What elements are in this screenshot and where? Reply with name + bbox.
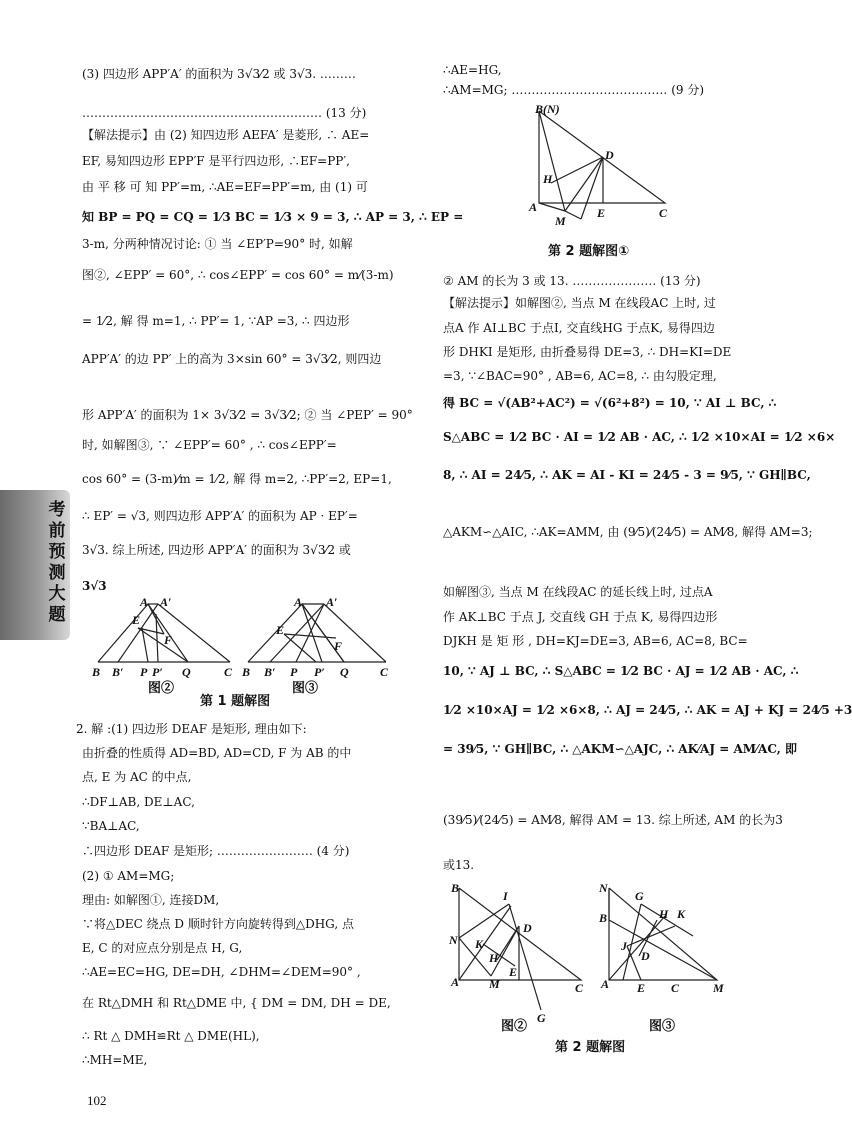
point-label: E: [637, 981, 646, 995]
text-line: 3-m, 分两种情况讨论: ① 当 ∠EP′P=90° 时, 如解: [82, 237, 353, 251]
text-line: 10, ∵ AJ ⊥ BC, ∴ S△ABC = 1⁄2 BC · AJ = 1⁄2 AB · AC, ∴: [443, 664, 799, 678]
point-label: C: [380, 665, 389, 679]
text-line: ② AM 的长为 3 或 13. ………………… (13 分): [443, 274, 701, 288]
text-line: ∵BA⊥AC,: [82, 819, 140, 833]
text-line: ∴ EP′ = √3, 则四边形 APP′A′ 的面积为 AP · EP′=: [82, 509, 358, 523]
text-line: ∴ Rt △ DMH≌Rt △ DME(HL),: [82, 1029, 260, 1043]
point-label: A: [294, 595, 303, 609]
text-line: 3√3: [82, 579, 107, 593]
point-label: C: [671, 981, 680, 995]
point-label: H: [489, 951, 499, 965]
figure-label: 图③: [649, 1018, 676, 1033]
text-line: EF, 易知四边形 EPP′F 是平行四边形, ∴EF=PP′,: [82, 154, 350, 168]
point-label: H: [543, 172, 553, 186]
text-line: 点, E 为 AC 的中点,: [82, 770, 192, 784]
point-label: A: [140, 595, 149, 609]
text-line: ∵将△DEC 绕点 D 顺时针方向旋转得到△DHG, 点: [82, 917, 354, 931]
point-label: B′: [112, 665, 124, 679]
point-label: A: [601, 977, 610, 991]
text-line: APP′A′ 的边 PP′ 上的高为 3×sin 60° = 3√3⁄2, 则四边: [82, 352, 382, 366]
point-label: B: [599, 911, 608, 925]
point-label: P′: [152, 665, 163, 679]
point-label: C: [224, 665, 233, 679]
point-label: H: [659, 907, 669, 921]
point-label: D: [523, 921, 532, 935]
point-label: M: [713, 981, 724, 995]
text-line: 形 APP′A′ 的面积为 1× 3√3⁄2 = 3√3⁄2; ② 当 ∠PEP′ = 90°: [82, 408, 413, 422]
point-label: B: [92, 665, 101, 679]
point-label: Q: [340, 665, 349, 679]
text-line: 由 平 移 可 知 PP′=m, ∴AE=EF=PP′=m, 由 (1) 可: [82, 180, 368, 194]
figure-2-1: [525, 103, 675, 228]
text-line: 3√3. 综上所述, 四边形 APP′A′ 的面积为 3√3⁄2 或: [82, 543, 351, 557]
text-line: ∴AE=EC=HG, DE=DH, ∠DHM=∠DEM=90° ,: [82, 965, 361, 979]
point-label: P′: [314, 665, 325, 679]
point-label: F: [334, 639, 343, 653]
figure-2-2-3: [445, 880, 765, 1040]
text-line: 图②, ∠EPP′ = 60°, ∴ cos∠EPP′ = cos 60° = m⁄(3-m): [82, 268, 394, 282]
text-line: ∴DF⊥AB, DE⊥AC,: [82, 795, 195, 809]
text-line: 或13.: [443, 858, 475, 872]
text-line: 【解法提示】如解图②, 当点 M 在线段AC 上时, 过: [443, 296, 716, 310]
text-line: 形 DHKI 是矩形, 由折叠易得 DE=3, ∴ DH=KI=DE: [443, 345, 732, 359]
page-number: 102: [87, 1093, 107, 1108]
text-line: 2. 解 :(1) 四边形 DEAF 是矩形, 理由如下:: [76, 722, 307, 736]
text-line: =3, ∵∠BAC=90° , AB=6, AC=8, ∴ 由勾股定理,: [443, 369, 717, 383]
point-label: N: [449, 933, 458, 947]
point-label: P: [140, 665, 148, 679]
text-line: …………………………………………………… (13 分): [82, 106, 367, 120]
text-line: 时, 如解图③, ∵ ∠EPP′= 60° , ∴ cos∠EPP′=: [82, 438, 337, 452]
text-line: 知 BP = PQ = CQ = 1⁄3 BC = 1⁄3 × 9 = 3, ∴ AP = 3, ∴ EP =: [82, 210, 464, 224]
text-line: 得 BC = √(AB²+AC²) = √(6²+8²) = 10, ∵ AI ⊥ BC, ∴: [443, 396, 777, 410]
text-line: 理由: 如解图①, 连接DM,: [82, 893, 220, 907]
point-label: Q: [182, 665, 191, 679]
text-line: 作 AK⊥BC 于点 J, 交直线 GH 于点 K, 易得四边形: [443, 610, 718, 624]
point-label: B′: [264, 665, 276, 679]
point-label: A: [529, 200, 538, 214]
text-line: (2) ① AM=MG;: [82, 869, 175, 883]
point-label: B: [451, 881, 460, 895]
point-label: G: [635, 889, 644, 903]
point-label: D: [605, 148, 614, 162]
side-tab-label: 考 前 预 测 大 题: [48, 500, 66, 625]
point-label: A′: [326, 595, 338, 609]
point-label: E: [597, 206, 606, 220]
point-label: J: [621, 939, 627, 953]
figure-label: 图②: [501, 1018, 528, 1033]
figure-caption: 第 2 题解图①: [548, 244, 630, 259]
point-label: C: [659, 206, 668, 220]
text-line: 【解法提示】由 (2) 知四边形 AEFA′ 是菱形, ∴ AE=: [82, 128, 370, 142]
text-line: E, C 的对应点分别是点 H, G,: [82, 941, 243, 955]
text-line: (39⁄5)⁄(24⁄5) = AM⁄8, 解得 AM = 13. 综上所述, AM 的长为3: [443, 813, 783, 827]
point-label: D: [641, 949, 650, 963]
point-label: E: [276, 623, 285, 637]
text-line: △AKM∽△AIC, ∴AK=AMM, 由 (9⁄5)⁄(24⁄5) = AM⁄8, 解得 AM=3;: [443, 525, 813, 539]
text-line: ∴MH=ME,: [82, 1053, 148, 1067]
point-label: A: [451, 975, 460, 989]
point-label: K: [475, 937, 484, 951]
text-line: 点A 作 AI⊥BC 于点I, 交直线HG 于点K, 易得四边: [443, 321, 715, 335]
point-label: E: [509, 965, 518, 979]
text-line: (3) 四边形 APP′A′ 的面积为 3√3⁄2 或 3√3. ………: [82, 67, 356, 81]
point-label: K: [677, 907, 686, 921]
text-line: DJKH 是 矩 形 , DH=KJ=DE=3, AB=6, AC=8, BC=: [443, 634, 748, 648]
point-label: F: [164, 633, 173, 647]
point-label: C: [575, 981, 584, 995]
text-line: ∴AM=MG; ………………………………… (9 分): [443, 83, 705, 97]
point-label: N: [599, 881, 608, 895]
figure-label: 图②: [148, 680, 175, 695]
text-line: ∴四边形 DEAF 是矩形; …………………… (4 分): [82, 844, 350, 858]
point-label: G: [537, 1011, 546, 1025]
text-line: 由折叠的性质得 AD=BD, AD=CD, F 为 AB 的中: [82, 746, 352, 760]
figure-label: 图③: [292, 680, 319, 695]
text-line: S△ABC = 1⁄2 BC · AI = 1⁄2 AB · AC, ∴ 1⁄2 ×10×AI = 1⁄2 ×6×: [443, 430, 836, 444]
text-line: 1⁄2 ×10×AJ = 1⁄2 ×6×8, ∴ AJ = 24⁄5, ∴ AK = AJ + KJ = 24⁄5 +3: [443, 703, 852, 717]
point-label: M: [555, 214, 566, 228]
point-label: A′: [160, 595, 172, 609]
point-label: P: [290, 665, 298, 679]
text-line: cos 60° = (3-m)⁄m = 1⁄2, 解 得 m=2, ∴PP′=2, EP=1,: [82, 472, 392, 486]
point-label: M: [489, 977, 500, 991]
text-line: = 39⁄5, ∵ GH∥BC, ∴ △AKM∽△AJC, ∴ AK⁄AJ = AM⁄AC, 即: [443, 742, 798, 756]
text-line: 在 Rt△DMH 和 Rt△DME 中, { DM = DM, DH = DE,: [82, 996, 391, 1010]
figure-caption: 第 1 题解图: [200, 694, 271, 709]
point-label: B(N): [535, 102, 560, 116]
text-line: ∴AE=HG,: [443, 63, 502, 77]
point-label: E: [132, 613, 141, 627]
text-line: 如解图③, 当点 M 在线段AC 的延长线上时, 过点A: [443, 585, 713, 599]
point-label: I: [503, 889, 508, 903]
point-label: B: [242, 665, 251, 679]
text-line: = 1⁄2, 解 得 m=1, ∴ PP′= 1, ∵AP =3, ∴ 四边形: [82, 314, 350, 328]
text-line: 8, ∴ AI = 24⁄5, ∴ AK = AI - KI = 24⁄5 - 3 = 9⁄5, ∵ GH∥BC,: [443, 468, 811, 482]
figure-caption: 第 2 题解图: [555, 1040, 626, 1055]
